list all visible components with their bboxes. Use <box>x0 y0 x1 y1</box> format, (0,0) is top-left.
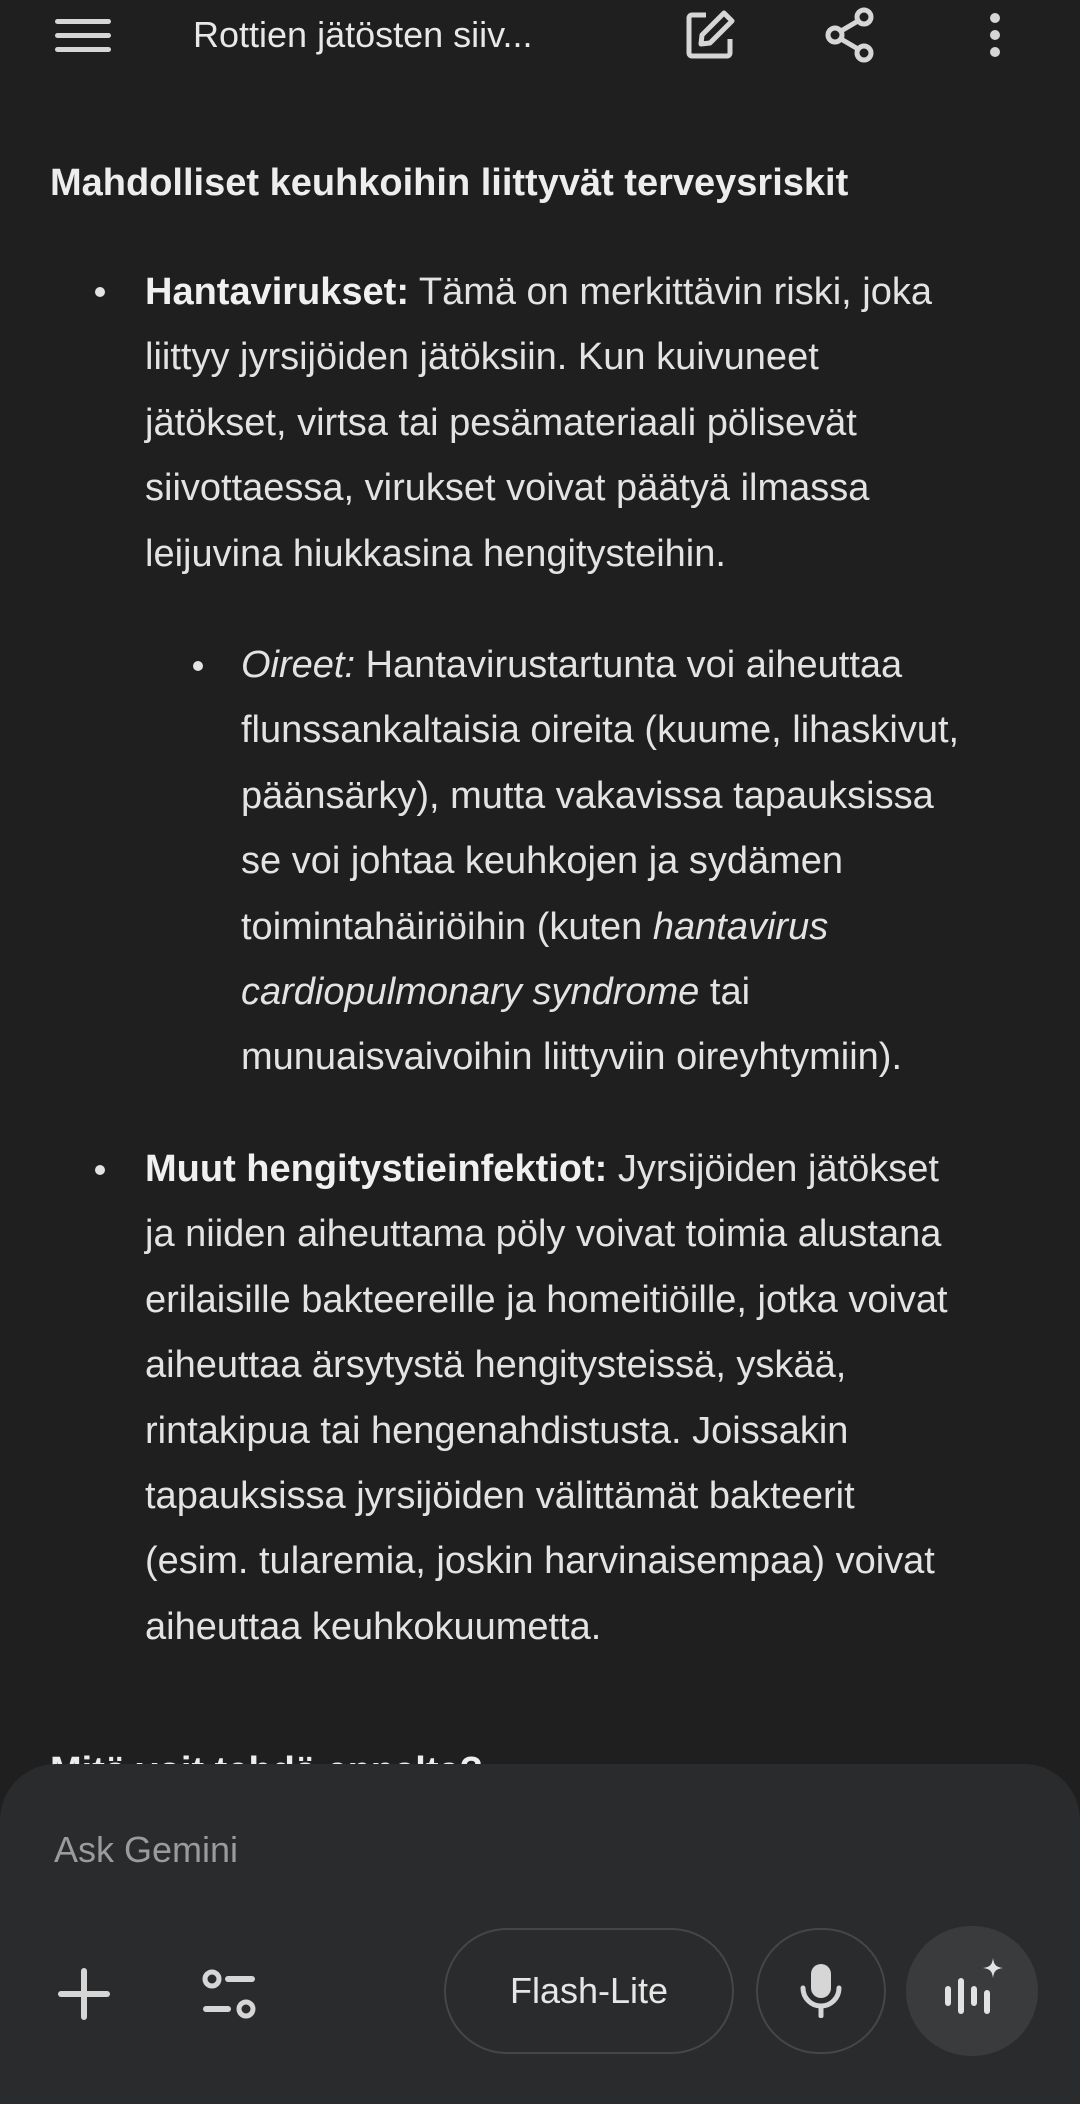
bullet-hantavirus: Hantavirukset: Tämä on merkittävin riski, joka liittyy jyrsijöiden jätöksiin. Kun kuivuneet jätökset, virtsa tai pesämateriaali pölisevät siivottaessa, virukset voivat päätyä ilmassa leijuvina hiukkasina hengitysteihin. <box>145 271 933 575</box>
response-content <box>0 120 1080 1770</box>
bullet-title: Hantavirukset: <box>145 271 409 313</box>
sub-bullet-dot <box>193 661 203 671</box>
tools-icon <box>201 1968 259 2020</box>
more-vert-icon <box>988 12 1002 58</box>
bullet-dot <box>95 1165 105 1175</box>
menu-button[interactable] <box>44 0 124 70</box>
bullet-other-infections: Muut hengitystieinfektiot: Jyrsijöiden jätökset ja niiden aiheuttama pöly voivat toimia alustana erilaisille bakteereille ja homeitiöille, jotka voivat aiheuttaa ärsytystä hengitysteissä, yskää, rintakipua tai hengenahdistusta. Joissakin tapauksissa jyrsijöiden välittämät bakteerit (esim. tularemia, joskin harvinaisempaa) voivat aiheuttaa keuhkokuumetta. <box>145 1148 948 1648</box>
more-options-button[interactable] <box>955 0 1035 70</box>
bullet-dot <box>95 287 105 297</box>
sub-bullet-symptoms: Oireet: Hantavirustartunta voi aiheuttaa flunssankaltaisia oireita (kuume, lihaskivut, päänsärky), mutta vakavissa tapauksissa se voi johtaa keuhkojen ja sydämen toimintahäiriöihin (kuten hantavirus cardiopulmonary syndrome tai munuaisvaivoihin liittyviin oireyhtymiin). <box>241 644 960 1079</box>
conversation-title[interactable]: Rottien jätösten siiv... <box>193 14 533 55</box>
plus-icon <box>56 1966 112 2022</box>
section-heading: Mahdolliset keuhkoihin liittyvät terveysriskit <box>50 162 849 204</box>
sub-bullet-title: Oireet: <box>241 644 356 686</box>
gemini-live-icon <box>937 1956 1007 2026</box>
model-selector-button[interactable]: Flash-Lite <box>444 1928 734 2054</box>
share-button[interactable] <box>810 0 890 70</box>
bullet-title: Muut hengitystieinfektiot: <box>145 1148 608 1190</box>
mic-icon <box>799 1962 843 2020</box>
microphone-button[interactable] <box>756 1928 886 2054</box>
top-app-bar <box>0 0 1080 120</box>
edit-icon <box>684 9 736 61</box>
ask-input[interactable] <box>54 1820 954 1880</box>
new-chat-button[interactable] <box>670 0 750 70</box>
tools-button[interactable] <box>190 1954 270 2034</box>
menu-icon <box>55 15 113 55</box>
share-icon <box>824 7 876 63</box>
add-attachment-button[interactable] <box>44 1954 124 2034</box>
gemini-live-button[interactable] <box>906 1926 1038 2056</box>
